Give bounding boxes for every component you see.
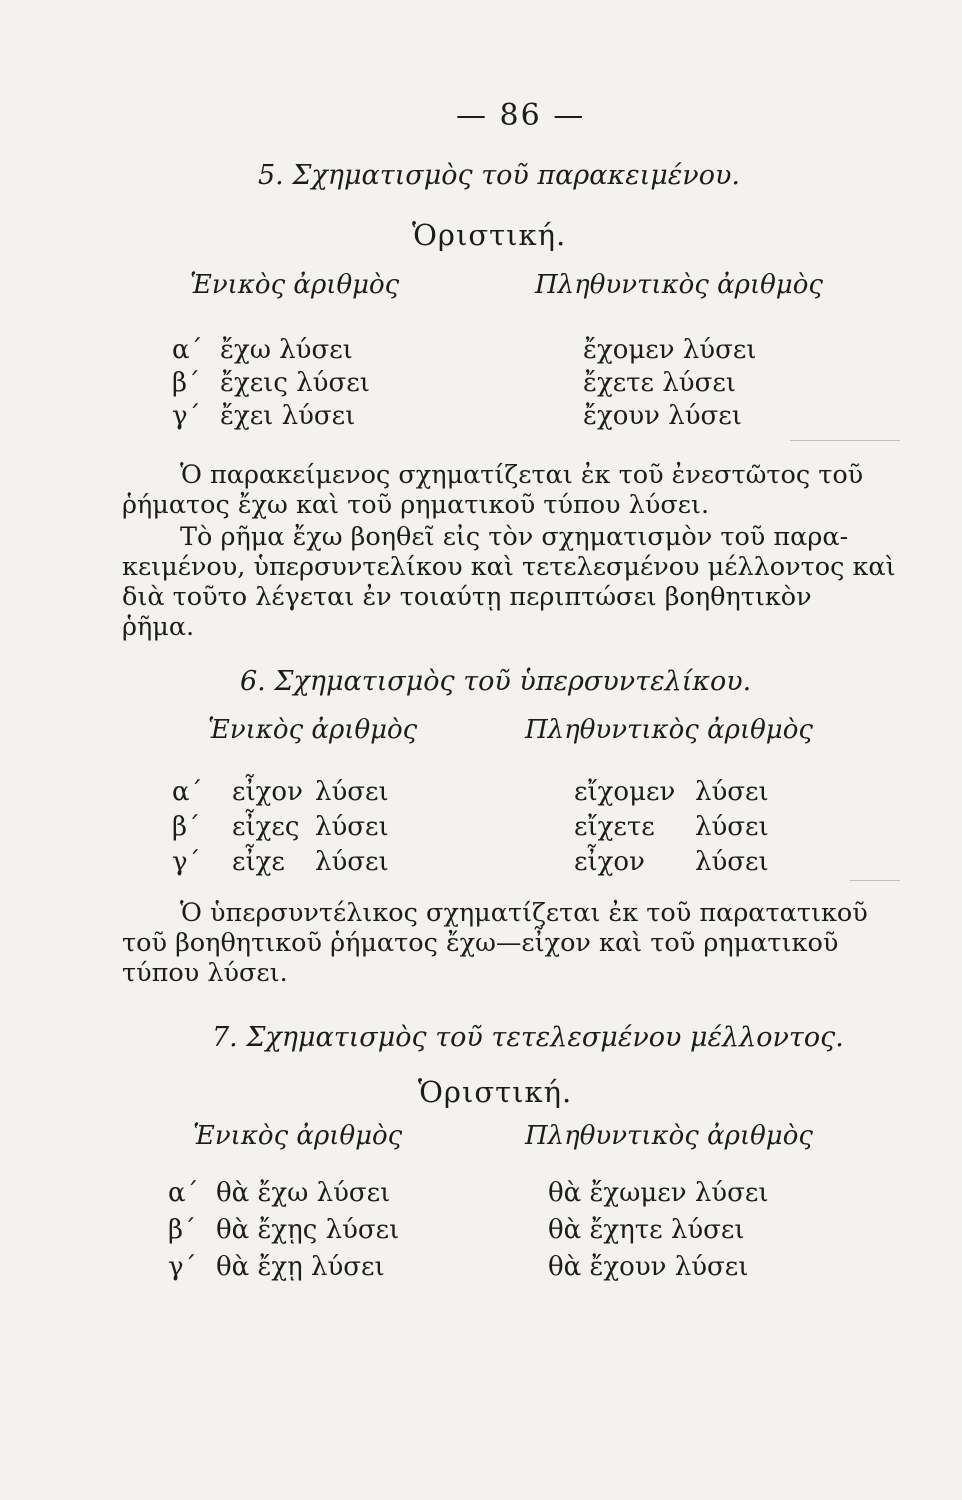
section5-singular-header: Ἑνικὸς ἀριθμὸς <box>190 270 400 300</box>
section6-row-1-verb: εἶχον <box>232 777 303 807</box>
section7-mood: Ὁριστική. <box>418 1075 573 1109</box>
section5-paragraph-2 <box>122 522 902 642</box>
row-mark: α΄ <box>172 335 203 365</box>
section6-paragraph <box>122 898 902 988</box>
text-line: Τὸ ρῆμα ἔχω βοηθεῖ εἰς τὸν σχηματισμὸν τοῦ παρα- <box>180 522 849 552</box>
row-mark: γ΄ <box>172 401 201 431</box>
section6-plural-2-participle: λύσει <box>695 812 769 842</box>
singular-form: ἔχεις λύσει <box>220 368 370 398</box>
section6-plural-1-participle: λύσει <box>695 777 769 807</box>
section7-row-1 <box>168 1178 390 1208</box>
section6-row-2-participle: λύσει <box>315 812 389 842</box>
section7-row-2 <box>168 1215 399 1245</box>
text-line: Ὁ ὑπερσυντέλικος σχηματίζεται ἐκ τοῦ παρατατικοῦ <box>180 898 868 928</box>
text-line: τύπου λύσει. <box>122 958 288 988</box>
singular-form: θὰ ἔχῃς λύσει <box>216 1215 400 1245</box>
section5-row-1 <box>172 335 353 365</box>
text-line: ῥῆμα. <box>122 612 195 642</box>
section6-plural-2-verb: εἴχετε <box>574 812 655 842</box>
section5-plural-header: Πληθυντικὸς ἀριθμὸς <box>535 270 823 300</box>
section7-plural-1: θὰ ἔχωμεν λύσει <box>548 1178 769 1208</box>
row-mark: α΄ <box>168 1178 199 1208</box>
page-number: — 86 — <box>456 98 586 133</box>
singular-form: ἔχω λύσει <box>220 335 353 365</box>
section6-heading: 6. Σχηματισμὸς τοῦ ὑπερσυντελίκου. <box>240 666 752 697</box>
singular-form: ἔχει λύσει <box>220 401 356 431</box>
section7-row-3 <box>168 1252 385 1282</box>
row-mark: β΄ <box>172 368 201 398</box>
section7-plural-3: θὰ ἔχουν λύσει <box>548 1252 749 1282</box>
section5-row-2 <box>172 368 370 398</box>
section7-singular-header: Ἑνικὸς ἀριθμὸς <box>193 1121 403 1151</box>
section7-plural-2: θὰ ἔχητε λύσει <box>548 1215 745 1245</box>
text-line: διὰ τοῦτο λέγεται ἐν τοιαύτῃ περιπτώσει βοηθητικὸν <box>122 582 812 612</box>
section6-plural-1-verb: εἴχομεν <box>574 777 676 807</box>
section6-row-2-verb: εἶχες <box>232 812 300 842</box>
text-line: ῥήματος ἔχω καὶ τοῦ ρηματικοῦ τύπου λύσει. <box>122 490 710 520</box>
scan-mark <box>790 440 900 441</box>
section6-plural-header: Πληθυντικὸς ἀριθμὸς <box>525 715 813 745</box>
scan-mark <box>850 880 900 881</box>
section6-row-1-mark: α΄ <box>172 777 203 807</box>
section5-plural-2: ἔχετε λύσει <box>583 368 736 398</box>
section6-row-3-participle: λύσει <box>315 847 389 877</box>
text-line: Ὁ παρακείμενος σχηματίζεται ἐκ τοῦ ἐνεστῶτος τοῦ <box>180 460 864 490</box>
section5-row-3 <box>172 401 355 431</box>
row-mark: γ΄ <box>168 1252 197 1282</box>
section6-singular-header: Ἑνικὸς ἀριθμὸς <box>208 715 418 745</box>
section5-plural-3: ἔχουν λύσει <box>583 401 742 431</box>
section6-row-3-mark: γ΄ <box>172 847 201 877</box>
text-line: κειμένου, ὑπερσυντελίκου καὶ τετελεσμένου μέλλοντος καὶ <box>122 552 896 582</box>
section7-heading: 7. Σχηματισμὸς τοῦ τετελεσμένου μέλλοντος. <box>212 1022 844 1053</box>
section5-plural-1: ἔχομεν λύσει <box>583 335 757 365</box>
section5-paragraph-1 <box>122 460 902 520</box>
section6-plural-3-verb: εἶχον <box>574 847 645 877</box>
singular-form: θὰ ἔχῃ λύσει <box>216 1252 385 1282</box>
section6-row-3-verb: εἶχε <box>232 847 285 877</box>
section7-plural-header: Πληθυντικὸς ἀριθμὸς <box>525 1121 813 1151</box>
text-line: τοῦ βοηθητικοῦ ῥήματος ἔχω—εἶχον καὶ τοῦ ρηματικοῦ <box>122 928 839 958</box>
row-mark: β΄ <box>168 1215 197 1245</box>
section6-row-2-mark: β΄ <box>172 812 201 842</box>
section5-mood: Ὁριστική. <box>412 218 567 252</box>
section6-plural-3-participle: λύσει <box>695 847 769 877</box>
section5-heading: 5. Σχηματισμὸς τοῦ παρακειμένου. <box>258 160 740 191</box>
singular-form: θὰ ἔχω λύσει <box>216 1178 391 1208</box>
section6-row-1-participle: λύσει <box>315 777 389 807</box>
